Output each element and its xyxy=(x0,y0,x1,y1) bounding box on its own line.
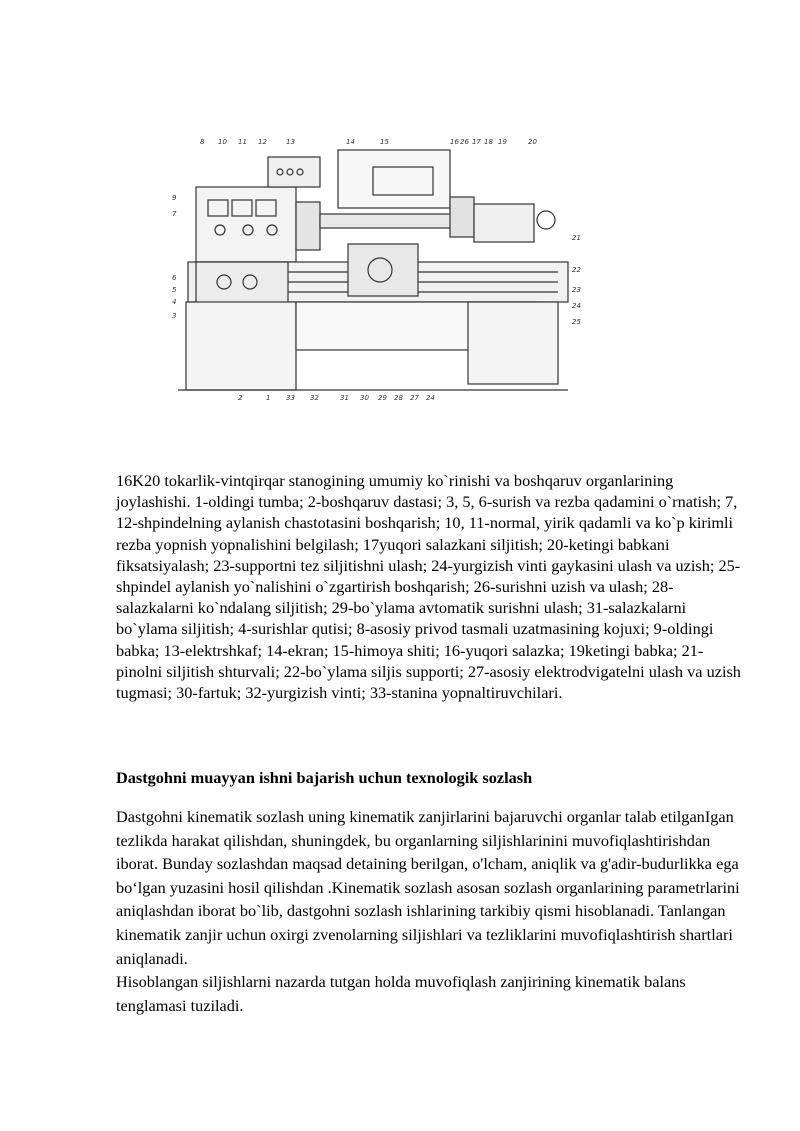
callout-29: 29 xyxy=(378,394,387,402)
callout-19: 19 xyxy=(498,138,507,146)
callout-3: 3 xyxy=(172,312,177,320)
paragraph-2: Hisoblangan siljishlarni nazarda tutgan holda muvofiqlash zanjirining kinematik balans tenglamasi tuziladi. xyxy=(116,972,686,1015)
callout-10: 10 xyxy=(218,138,227,146)
spindle-shape xyxy=(320,214,460,228)
chuck-shape xyxy=(296,202,320,250)
callout-24-bottom: 24 xyxy=(426,394,435,402)
callout-4: 4 xyxy=(172,298,177,306)
callout-11: 11 xyxy=(238,138,247,146)
tailstock-wheel-shape xyxy=(537,211,555,229)
electric-cabinet-shape xyxy=(268,157,320,187)
tailstock-shape xyxy=(474,204,534,242)
callout-33: 33 xyxy=(286,394,295,402)
callout-2: 2 xyxy=(238,394,243,402)
front-stand-shape xyxy=(186,302,296,390)
callout-8: 8 xyxy=(200,138,205,146)
callout-25: 25 xyxy=(572,318,581,326)
callout-16: 16 xyxy=(450,138,459,146)
section-heading xyxy=(116,767,746,788)
callout-20: 20 xyxy=(528,138,537,146)
callout-23: 23 xyxy=(572,286,581,294)
callout-28: 28 xyxy=(394,394,403,402)
callout-18: 18 xyxy=(484,138,493,146)
caption-text: 16K20 tokarlik-vintqirqar stanogining umumiy ko`rinishi va boshqaruv organlarining joylashishi. 1-oldingi tumba; 2-boshqaruv dastasi; 3, 5, 6-surish va rezba qadamini o`rnatish; 7, 12-shpindelning aylanish chastotasini boshqarish; 10, 11-normal, yirik qadamli va ko`p kirimli rezba yopnish yopnalishini belgilash; 17yuqori salazkani siljitish; 20-ketingi babkani fiksatsiyalash; 23-supportni tez siljitishni ulash; 24-yurgizish vinti gaykasini ulash va uzish; 25-shpindel aylanish yo`nalishini o`zgartirish boshqarish; 26-surishni uzish va ulash; 28-salazkalarni ko`ndalang siljitish; 29-bo`ylama avtomatik surishni ulash; 31-salazkalarni bo`ylama siljitish; 4-surishlar qutisi; 8-asosiy privod tasmali uzatmasining kojuxi; 9-oldingi babka; 13-elektrshkaf; 14-ekran; 15-himoya shiti; 16-yuqori salazka; 19ketingi babka; 21-pinolni siljitish shturvali; 22-bo`ylama siljis supporti; 27-asosiy elektrodvigatelni ulash va uzish tugmasi; 30-fartuk; 32-yurgizish vinti; 33-stanina yopnaltiruvchilari. xyxy=(116,471,741,703)
figure-caption xyxy=(116,470,746,703)
callout-22: 22 xyxy=(572,266,581,274)
callout-9: 9 xyxy=(172,194,177,202)
callout-7: 7 xyxy=(172,210,177,218)
callout-32: 32 xyxy=(310,394,319,402)
paragraph-1: Dastgohni kinematik sozlash uning kinematik zanjirlarini bajaruvchi organlar talab etilganIgan tezlikda harakat qilishdan, shuningdek, bu organlarning siljishlarinini muvofiqlashtirishdan iborat. Bunday sozlashdan maqsad detaining berilgan, o'lcham, aniqlik va g'adir-budurlikka ega bo‘lgan yuzasini hosil qilishdan .Kinematik sozlash asosan sozlash organlarining parametrlarini aniqlashdan iborat bo`lib, dastgohni sozlash ishlarining tarkibiy qismi hisoblanadi. Tanlangan kinematik zanjir uchun oxirgi zvenolarning siljishlari va tezliklarini muvofiqlashtirish shartlari aniqlanadi. xyxy=(116,807,740,968)
rear-stand-shape xyxy=(468,302,558,384)
callout-14: 14 xyxy=(346,138,355,146)
callout-21: 21 xyxy=(572,234,581,242)
callout-27: 27 xyxy=(410,394,419,402)
headstock-shape xyxy=(196,187,296,262)
callout-5: 5 xyxy=(172,286,177,294)
callout-26: 26 xyxy=(460,138,469,146)
apron-shape xyxy=(348,244,418,296)
callout-1: 1 xyxy=(266,394,271,402)
lathe-drawing xyxy=(168,132,588,422)
callout-12: 12 xyxy=(258,138,267,146)
callout-31: 31 xyxy=(340,394,349,402)
callout-15: 15 xyxy=(380,138,389,146)
heading-text: Dastgohni muayyan ishni bajarish uchun texnologik sozlash xyxy=(116,768,533,787)
callout-30: 30 xyxy=(360,394,369,402)
body-text xyxy=(116,805,746,1017)
callout-24-right: 24 xyxy=(572,302,581,310)
callout-17: 17 xyxy=(472,138,481,146)
lathe-figure xyxy=(168,132,588,422)
tool-post-shape xyxy=(450,197,474,237)
callout-13: 13 xyxy=(286,138,295,146)
callout-6: 6 xyxy=(172,274,177,282)
